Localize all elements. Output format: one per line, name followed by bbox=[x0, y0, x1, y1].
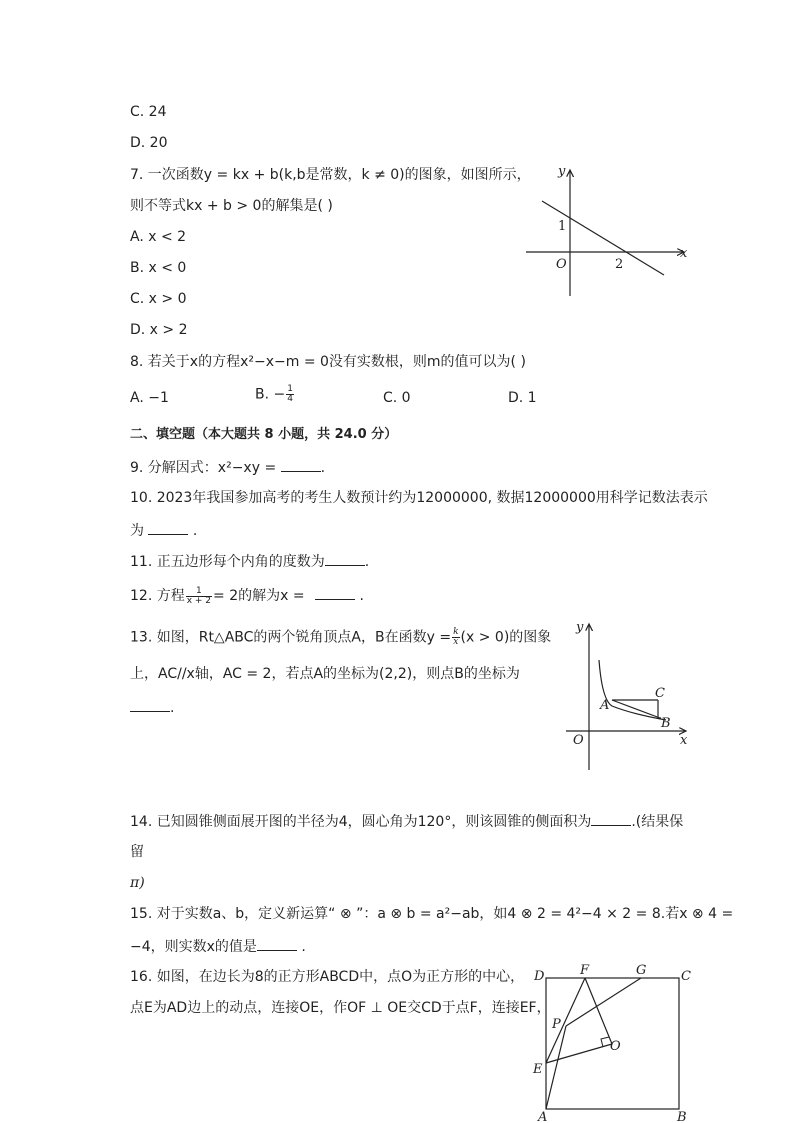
q7-stem-line2: 则不等式kx + b > 0的解集是( ) bbox=[130, 198, 333, 214]
q8-option-d: D. 1 bbox=[508, 390, 537, 406]
q10-answer-blank[interactable] bbox=[148, 520, 188, 535]
q7-y-intercept-label: 1 bbox=[558, 219, 567, 234]
q7-y-label: y bbox=[558, 164, 566, 179]
q14-stem-line2: 留 bbox=[130, 844, 144, 860]
q13-x-label: x bbox=[680, 733, 688, 748]
q7-x-label: x bbox=[680, 246, 688, 261]
q13-row3 bbox=[130, 697, 174, 717]
q12-frac-num: 1 bbox=[186, 587, 212, 597]
q10-stem-line1: 10. 2023年我国参加高考的考生人数预计约为12000000, 数据12000000用科学记数法表示 bbox=[130, 490, 708, 506]
q14-answer-blank[interactable] bbox=[591, 811, 631, 826]
q16-square-diagram bbox=[530, 960, 695, 1123]
q14-stem-line1: 14. 已知圆锥侧面展开图的半径为4，圆心角为120°，则该圆锥的侧面积为 bbox=[130, 814, 592, 830]
q16-label-c: C bbox=[681, 969, 691, 984]
q13-fraction bbox=[452, 628, 459, 647]
q16-label-a: A bbox=[538, 1110, 548, 1123]
q6-option-d: D. 20 bbox=[130, 135, 168, 151]
q8-option-a: A. −1 bbox=[130, 390, 169, 406]
q9-row bbox=[130, 457, 325, 477]
q11-answer-blank[interactable] bbox=[325, 551, 365, 566]
q16-stem-line1: 16. 如图，在边长为8的正方形ABCD中，点O为正方形的中心， bbox=[130, 969, 525, 985]
q7-linear-graph bbox=[520, 160, 695, 300]
q13-answer-blank[interactable] bbox=[130, 697, 170, 712]
q14-stem-line3: π) bbox=[130, 875, 145, 891]
q11-end: . bbox=[364, 554, 370, 570]
q7-stem-line1: 7. 一次函数y = kx + b(k,b是常数，k ≠ 0)的图象，如图所示， bbox=[130, 167, 531, 183]
q7-option-d: D. x > 2 bbox=[130, 322, 188, 338]
q16-label-e: E bbox=[533, 1062, 543, 1077]
q13-hyperbola-graph bbox=[562, 618, 694, 773]
q7-option-c: C. x > 0 bbox=[130, 291, 187, 307]
q15-stem-line1: 15. 对于实数a、b，定义新运算“ ⊗ ”：a ⊗ b = a²−ab，如4 ⊗ 2 = 4²−4 × 2 = 8.若x ⊗ 4 = bbox=[130, 906, 734, 922]
q7-option-a: A. x < 2 bbox=[130, 229, 187, 245]
q11-row bbox=[130, 551, 369, 571]
q7-option-b: B. x < 0 bbox=[130, 260, 187, 276]
q13-stem-line2: 上，AC//x轴，AC = 2，若点A的坐标为(2,2)，则点B的坐标为 bbox=[130, 666, 520, 682]
q12-pre: 12. 方程 bbox=[130, 588, 185, 604]
q13-point-b-label: B bbox=[661, 716, 671, 731]
q12-fraction bbox=[186, 587, 212, 606]
q16-label-f: F bbox=[580, 963, 590, 978]
q13-y-label: y bbox=[576, 620, 584, 635]
q16-label-p: P bbox=[552, 1017, 561, 1032]
q9-answer-blank[interactable] bbox=[281, 457, 321, 472]
q15-row2 bbox=[130, 936, 306, 956]
q16-label-g: G bbox=[636, 963, 647, 978]
q12-answer-blank[interactable] bbox=[315, 585, 355, 600]
q12-row bbox=[130, 585, 364, 606]
q15-end: . bbox=[301, 939, 306, 955]
q13-end: . bbox=[170, 700, 175, 716]
q13-pre: 13. 如图，Rt△ABC的两个锐角顶点A，B在函数y = bbox=[130, 629, 452, 646]
q8-option-b bbox=[255, 385, 295, 404]
q16-label-d: D bbox=[534, 969, 545, 984]
q16-segment-pg bbox=[566, 978, 641, 1026]
q16-segment-ap bbox=[546, 1026, 566, 1109]
q8-option-c: C. 0 bbox=[383, 390, 411, 406]
q8-option-b-num: 1 bbox=[287, 384, 293, 394]
q13-point-c-label: C bbox=[655, 686, 665, 701]
q16-label-b: B bbox=[677, 1110, 687, 1123]
q8-stem: 8. 若关于x的方程x²−x−m = 0没有实数根，则m的值可以为( ) bbox=[130, 354, 526, 370]
q16-label-o: O bbox=[610, 1039, 621, 1054]
q7-origin-label: O bbox=[556, 257, 567, 272]
q13-frac-den: x bbox=[453, 637, 459, 647]
q12-frac-den: x + 2 bbox=[186, 595, 212, 606]
q9-end: . bbox=[320, 460, 326, 476]
q12-end: . bbox=[359, 588, 364, 604]
q13-point-a-label: A bbox=[600, 698, 610, 713]
q15-stem-line2: −4，则实数x的值是 bbox=[130, 939, 257, 955]
q6-option-c: C. 24 bbox=[130, 104, 167, 120]
q16-segment-eo bbox=[546, 1044, 612, 1063]
q14-line1-end: .(结果保 bbox=[631, 814, 684, 830]
q12-post: = 2的解为x = bbox=[213, 588, 305, 604]
q16-stem-line2: 点E为AD边上的动点，连接OE，作OF ⊥ OE交CD于点F，连接EF， bbox=[130, 1000, 551, 1016]
q13-frac-num: k bbox=[453, 627, 459, 637]
q8-option-b-den: 4 bbox=[287, 394, 293, 404]
q8-option-b-fraction bbox=[286, 385, 294, 404]
q7-x-intercept-label: 2 bbox=[615, 257, 624, 272]
q13-stem-line1 bbox=[130, 628, 551, 647]
q10-row2 bbox=[130, 520, 197, 540]
q9-stem: 9. 分解因式：x²−xy = bbox=[130, 460, 277, 476]
q15-answer-blank[interactable] bbox=[257, 936, 297, 951]
q10-end: . bbox=[192, 523, 198, 539]
q13-origin-label: O bbox=[573, 733, 584, 748]
q13-post: (x > 0)的图象 bbox=[460, 629, 552, 646]
section-title: 二、填空题（本大题共 8 小题，共 24.0 分） bbox=[130, 427, 398, 442]
q8-option-b-prefix: B. − bbox=[255, 386, 286, 403]
q10-stem-line2: 为 bbox=[130, 523, 144, 539]
q11-stem: 11. 正五边形每个内角的度数为 bbox=[130, 554, 325, 570]
q14-row1 bbox=[130, 811, 683, 831]
